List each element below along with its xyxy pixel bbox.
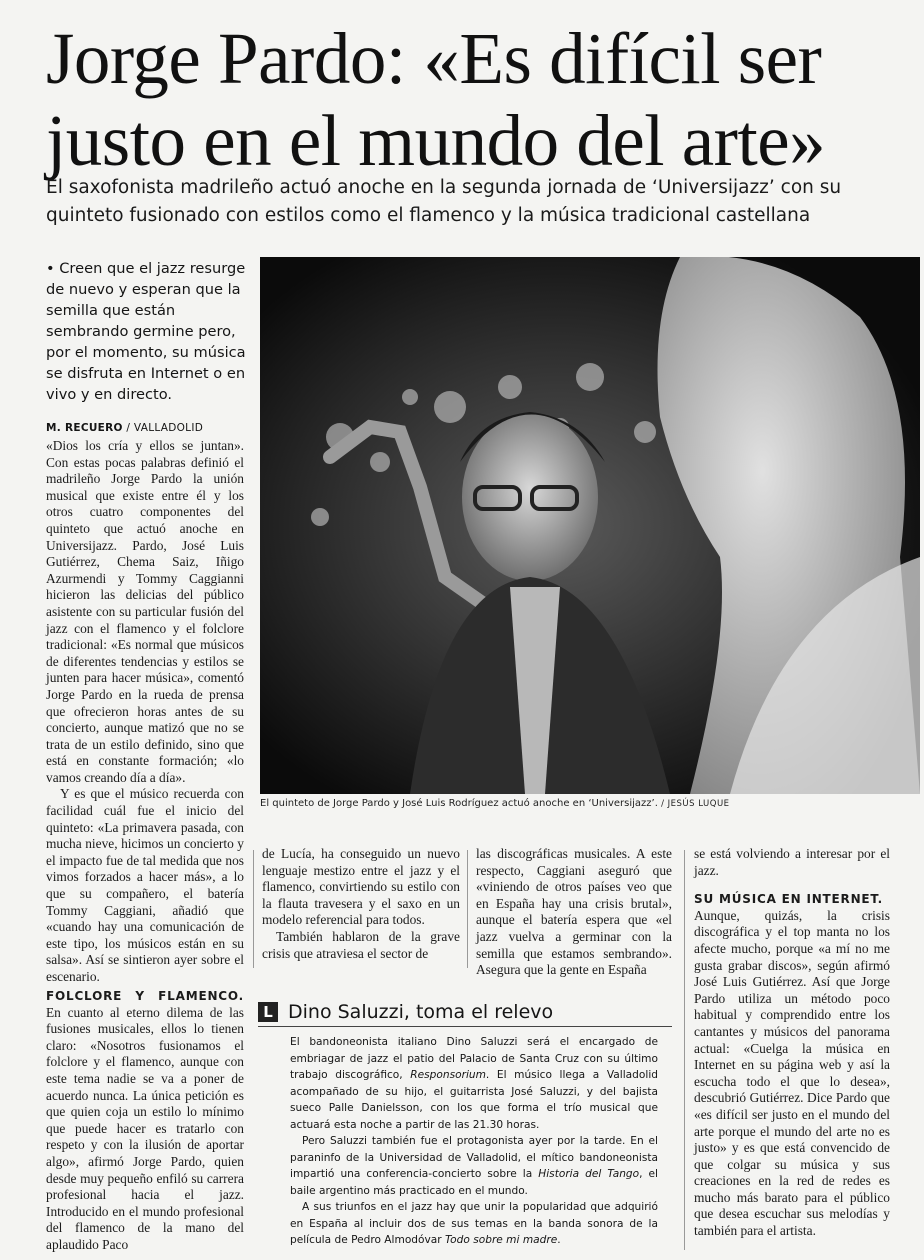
column-divider: [253, 850, 254, 968]
body-paragraph: Aunque, quizás, la crisis discográfica y el top manta no los afecte mucho, porque «a mí no me gusta grabar discos», según afirmó José Luis Gutiérrez. Así que Jorge Pardo utiliza un método poco habitual y comprendido entre los cantantes y músicos del panorama actual: «Cuelga la música en Internet en su página web y así la escucha todo el que lo desea», descubrió Gutiérrez. Dice Pardo que «es difícil ser justo en el mundo del arte porque el mundo del arte no es justo» y es que está convencido de que colgar su música y sus creaciones en la red de redes es mucho más barato para el público que desea escuchar sus melodías y también para el artista.: [694, 907, 890, 1239]
body-column-4: [694, 846, 890, 1240]
sidebar-text: . El músico llega a Valladolid acompañado de su hijo, el guitarrista José Saluzzi, y del bajista sueco Palle Danielsson, con los que forma el trío musical que actuará esta noche a partir de las 21.30 horas.: [290, 1069, 658, 1131]
lead-paragraph: • Creen que el jazz resurge de nuevo y esperan que la semilla que están sembrando germine pero, por el momento, su música se disfruta en Internet o en vivo y en directo.: [46, 260, 246, 403]
body-paragraph: En cuanto al eterno dilema de las fusiones musicales, ellos lo tienen claro: «Nosotros fusionamos el folclore y el flamenco, aunque con este tema nadie se va a poner de acuerdo nunca. La única petición es que quien coja un estilo lo mínimo que puede hacer es tratarlo con respeto y con la ilusión de aportar algo», afirmó Jorge Pardo, quien desde muy pequeño enfiló su carrera profesional hacia el jazz. Introducido en el mundo profesional del flamenco de la mano del aplaudido Paco: [46, 1004, 244, 1252]
section-kicker-folclore: FOLCLORE Y FLAMENCO.: [46, 989, 244, 1003]
body-column-1: [46, 438, 244, 986]
sidebar-box-header: [258, 1000, 672, 1027]
sidebar-album-title: Responsorium: [410, 1069, 486, 1081]
column-divider: [684, 850, 685, 1250]
body-paragraph: de Lucía, ha conseguido un nuevo lenguaje mestizo entre el jazz y el flamenco, convirtiendo su estilo con la flauta travesera y el saxo en un modelo referencial para todos.: [262, 846, 460, 928]
subhead-line-1: El saxofonista madrileño actuó anoche en la segunda jornada de ‘Universijazz’ con su: [46, 177, 842, 198]
body-paragraph: También hablaron de la grave crisis que atraviesa el sector de: [262, 928, 460, 961]
sidebar-text: .: [557, 1234, 561, 1246]
headline-line-1: Jorge Pardo: «Es difícil ser: [46, 18, 822, 99]
column-divider: [467, 850, 468, 968]
body-column-1-bottom: [46, 988, 244, 1254]
photo-caption: [260, 798, 920, 809]
section-kicker-internet: SU MÚSICA EN INTERNET.: [694, 892, 883, 907]
concert-photo: [260, 257, 920, 794]
byline: [46, 422, 203, 434]
body-paragraph: «Dios los cría y ellos se juntan». Con estas pocas palabras definió el madrileño Jorge Pardo la unión musical que existe entre él y los otros cuatro componentes del quinteto que actuó anoche en Universijazz. Pardo, José Luis Gutiérrez, Chema Saiz, Iñigo Azurmendi y Tommy Caggianni hicieron las delicias del público asistente con su particular fusión del jazz con el flamenco y el folclore tradicional: «Es normal que músicos de diferentes tendencias y estilos se junten para hacer música», comentó Jorge Pardo en la rueda de prensa que ofrecieron horas antes de su concierto, aunque matizó que no se trata de un estilo definido, sino que está en constante formación; «lo vamos creando día a día».: [46, 438, 244, 785]
caption-text: El quinteto de Jorge Pardo y José Luis Rodríguez actuó anoche en ‘Universijazz’.: [260, 798, 658, 809]
sidebar-lecture-title: Historia del Tango: [538, 1168, 640, 1180]
byline-author: M. RECUERO: [46, 422, 123, 434]
sidebar-text: A sus triunfos en el jazz hay que unir la popularidad que adquirió en España al incluir dos de sus temas en la banda sonora de la película de Pedro Almodóvar: [290, 1201, 658, 1246]
body-paragraph: se está volviendo a interesar por el jazz.: [694, 846, 890, 878]
body-column-2: [262, 846, 460, 962]
body-paragraph: las discográficas musicales. A este respecto, Caggiani aseguró que «viniendo de otros países veo que en España hay una crisis brutal», aunque el batería espera que «el jazz vuelva a germinar con la semilla que estamos sembrando». Asegura que la gente en España: [476, 846, 672, 978]
sidebar-text: Pero Saluzzi también fue el protagonista ayer por la tarde. En el paraninfo de la Universidad de Valladolid, el mítico bandoneonista impartió una conferencia-concierto sobre la: [290, 1135, 658, 1180]
sidebar-text: El bandoneonista italiano Dino Saluzzi será el encargado de embriagar de jazz el patio del Palacio de Santa Cruz con su último trabajo discográfico,: [290, 1036, 658, 1081]
photo-illustration: [260, 257, 920, 794]
section-logo-icon: L: [258, 1002, 278, 1022]
sidebar-box-body: [290, 1034, 658, 1249]
sidebar-text: , el baile argentino más practicado en el mundo.: [290, 1168, 658, 1197]
body-column-3: [476, 846, 672, 979]
headline-line-2: justo en el mundo del arte»: [46, 100, 826, 181]
body-paragraph: Y es que el músico recuerda con facilidad cuál fue el inicio del quinteto: «La primavera pasada, con mucha nieve, hicimos un concierto y el impacto fue de tal medida que nos vimos forzados a hacer más», a lo que su compañero, el batería Tommy Caggiani, añadió que «cuando hay una comunicación de este tipo, los músicos están en su salsa». Así se sintieron ayer sobre el escenario.: [46, 786, 244, 984]
headline: [46, 18, 906, 182]
photo-credit: / JESÚS LUQUE: [661, 799, 730, 809]
sidebar-film-title: Todo sobre mi madre: [445, 1234, 558, 1246]
subheadline: [46, 174, 906, 230]
sidebar-box-title: Dino Saluzzi, toma el relevo: [288, 1001, 554, 1023]
byline-place: / VALLADOLID: [126, 422, 204, 434]
subhead-line-2: quinteto fusionado con estilos como el flamenco y la música tradicional castellana: [46, 205, 811, 226]
